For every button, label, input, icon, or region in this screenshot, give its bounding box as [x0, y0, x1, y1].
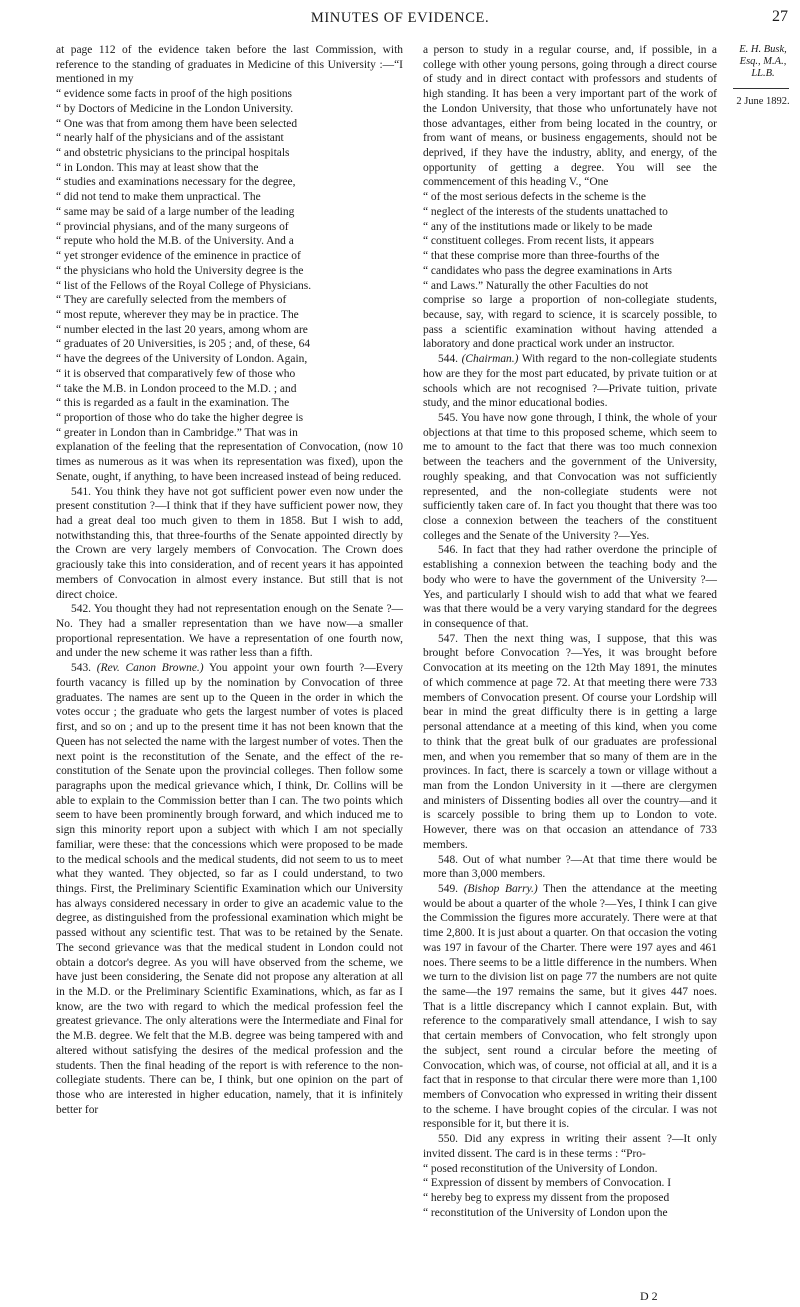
speaker: (Bishop Barry.): [463, 882, 538, 895]
quote-line: “ greater in London than in Cambridge.” That was in: [56, 426, 298, 439]
quote-line: “ hereby beg to express my dissent from the proposed: [423, 1192, 670, 1205]
quote-line: “ They are carefully selected from the members of: [56, 294, 287, 307]
quote-line: “ take the M.B. in London proceed to the M.D. ; and: [56, 382, 297, 395]
paragraph-541: 541. You think they have not got sufficient power even now under the present constitution ?—I think that if they have sufficient power now, they had a great deal too much given to them in 1858. But I wish to add, notwithstanding this, that three-fourths of the Senate appointed directly by the Crown are very largely members of Convocation. The Crown does graciously take this into consideration, and of recent years it has appointed members of Convocation in almost every instance. But still that is not direct choice.: [56, 485, 403, 601]
quote-line: “ this is regarded as a fault in the examination. The: [56, 397, 290, 410]
quote-line: “ candidates who pass the degree examinations in Arts: [423, 264, 673, 277]
quote-line: “ One was that from among them have been selected: [56, 117, 298, 130]
quote-line: “ and obstetric physicians to the principal hospitals: [56, 147, 290, 160]
quote-line: “ that these comprise more than three-fourths of the: [423, 250, 660, 263]
quote-line: “ the physicians who hold the University degree is the: [56, 264, 304, 277]
paragraph-544: [423, 352, 717, 411]
quote-line: “ neglect of the interests of the students unattached to: [423, 205, 668, 218]
quote-line: “ most repute, wherever they may be in practice. The: [56, 308, 299, 321]
right-column: [423, 43, 717, 1221]
block-quote: [56, 87, 403, 440]
quote-line: “ proportion of those who do take the higher degree is: [56, 411, 304, 424]
quote-line: “ have the degrees of the University of London. Again,: [56, 353, 308, 366]
quote-line: “ Expression of dissent by members of Convocation. I: [423, 1177, 672, 1190]
question-number: 544.: [438, 353, 459, 366]
quote-line: “ reconstitution of the University of London upon the: [423, 1206, 668, 1219]
paragraph-549: [423, 882, 717, 1132]
quote-line: “ constituent colleges. From recent lists, it appears: [423, 235, 654, 248]
paragraph-543: [56, 661, 403, 1117]
quote-line: “ in London. This may at least show that the: [56, 161, 259, 174]
question-text: With regard to the non-collegiate students how are they for the most part educated, by private tuition or at schools which are not recognised ?—Private tuition, private study, and the minor educational bodies.: [423, 353, 718, 410]
question-number: 549.: [438, 882, 459, 895]
quote-line: “ repute who hold the M.B. of the University. And a: [56, 235, 294, 248]
paragraph-547: 547. Then the next thing was, I suppose, that this was brought before Convocation ?—Yes, it was brought before Convocation at its meeting on the 12th May 1891, the minutes of which commence at page 72. At that meeting there were 733 members of Convocation present. Of course your Lordship will bear in mind the great difficulty there is in getting a large personal attendance at a meeting of this kind, when you come to think that the great bulk of our graduates are professional men, and when you remember that so many of them are in the provinces. In fact, there is scarcely a town or village without a man from the London University in it —there are clergymen and ministers of Dissenting bodies all over the country—and it is scarcely possible to bring them up to London to vote. However, there was on that occasion an attendance of 733 members.: [423, 632, 717, 851]
quote-line: “ any of the institutions made or likely to be made: [423, 220, 653, 233]
quote-line: “ it is observed that comparatively few of those who: [56, 367, 296, 380]
paragraph-550: 550. Did any express in writing their assent ?—It only invited dissent. The card is in these terms : “Pro-: [423, 1133, 717, 1160]
paragraph-548: 548. Out of what number ?—At that time there would be more than 3,000 members.: [423, 853, 717, 881]
page-number: 27: [772, 8, 788, 25]
quote-line: “ nearly half of the physicians and of the assistant: [56, 132, 284, 145]
quote-line: “ did not tend to make them unpractical. The: [56, 191, 261, 204]
margin-rule: [733, 88, 789, 89]
quote-line: “ same may be said of a large number of the leading: [56, 205, 295, 218]
quote-line: “ of the most serious defects in the scheme is the: [423, 191, 646, 204]
left-column: [56, 43, 403, 1117]
quote-line: “ by Doctors of Medicine in the London University.: [56, 102, 294, 115]
paragraph: at page 112 of the evidence taken before the last Commission, with reference to the standing of graduates in Medicine of this University :—“I mentioned in my: [56, 44, 403, 86]
running-title: MINUTES OF EVIDENCE.: [310, 10, 490, 26]
quote-line: “ studies and examinations necessary for the degree,: [56, 176, 296, 189]
speaker: (Chairman.): [461, 353, 519, 366]
quote-line: “ posed reconstitution of the University of London.: [423, 1162, 658, 1175]
block-quote: [423, 1162, 717, 1221]
paragraph-542: 542. You thought they had not representation enough on the Senate ?—No. They had a smaller representation than we have now—a smaller proportional representation. We have a representation of one fourth now, and under the new scheme it was rather less than a fifth.: [56, 603, 403, 660]
page-header: [0, 8, 800, 32]
question-text: You appoint your own fourth ?—Every fourth vacancy is filled up by the nomination by Convocation of three graduates. The names are sent up to the Queen in the order in which the votes occur ; the graduate who gets the largest number of votes is placed first, and so on ; and up to the present time it has not been known that the Queen has not selected the name with the largest number of votes. Then the next point is the reconstitution of the Senate, and the effect of the re-constitution of the Senate upon the provincial colleges. Then follow some paragraphs upon the medical grievance which, I think, Dr. Collins will be able to explain to the Commission better than I can. The two points which seem to have been prominently brough forward, and which induced me to sign this minority report upon a subject with which I am not specially familiar, were these: that the concessions which were proposed to be made to the medical schools and the medical students, did not seem to us to meet what they wanted. They objected, so far as I could understand, to two things. First, the Preliminary Scientific Examination which our University has always considered necessary in order to give an academic value to the degree, as distinguished from the professional examination which might be passed without any scientific test. That was to be retained by the Senate. The second grievance was that the medical student in London could not obtain a dotcor's degree. As you will have observed from the scheme, we have just been considering, the Senate did not propose any alteration at all in the M.D. or the Preliminary Scientific Examinations, which, as far as I know, are the two with regard to which the medical profession feel the greatest grievance. The only alterations were the Intermediate and Final for the M.B. degree. We felt that the M.B. degree was being tampered with and altered without satisfying the desires of the medical profession and the students. Then the final heading of the report is with reference to the non-collegiate students. There can be, I think, but one opinion on the part of those who are interested in higher education, namely, that it is infinitely better for: [56, 662, 404, 1116]
paragraph: a person to study in a regular course, and, if possible, in a college with other young persons, going through a direct course of study and in direct contact with professors and students of high standing. It has been a very important part of the work of the London University, that those who unfortunately have not those advantages, either from being located in the country, or from want of means, or business engagements, should not be deprived, if they have the industry, ablity, and energy, of the opportunity of getting a degree. You will see the commencement of this heading V., “One: [423, 44, 717, 189]
date-margin-note: 2 June 1892.: [736, 96, 790, 107]
paragraph-546: 546. In fact that they had rather overdone the principle of establishing a connexion between the teaching body and the body who were to have the government of the University ?—Yes, and particularly I should wish to add that what we feared was that there would be a very varying standard for the degrees in consequence of that.: [423, 544, 717, 631]
paragraph: explanation of the feeling that the representation of Convocation, (now 10 times as numerous as it was when its representation was fixed), upon the Senate, ought, if anything, to have been increased instead of being reduced.: [56, 441, 403, 483]
question-text: Then the attendance at the meeting would be about a quarter of the whole ?—Yes, I think I can give the Commission the figures more accurately. There were at that time 2,800. It is just about a quarter. On that occasion the voting was 197 in favour of the Charter. There were 197 ayes and 461 noes. There seems to be a little difference in the numbers. When we turn to the division list on page 77 the numbers are not quite the same—the 197 remains the same, but it gives 447 noes. That is a little discrepancy which I cannot explain. But, with reference to the comparatively small attendance, I wish to say that certain members of Convocation, who felt strongly upon the subject, sent round a circular before the meeting of Convocation, which was, of course, not official at all, and it is a fact that in response to that circular there were more than 1,100 members of Convocation who expressed in writing their dissent to the scheme. I have brought copies of the circular. I was not responsible for it, but there it is.: [423, 882, 718, 1131]
quote-line: “ graduates of 20 Universities, is 205 ; and, of these, 64: [56, 338, 311, 351]
quote-line: “ number elected in the last 20 years, among whom are: [56, 323, 308, 336]
question-number: 543.: [71, 662, 92, 675]
witness-margin-note: E. H. Busk, Esq., M.A., LL.B.: [739, 44, 787, 79]
quote-line: “ provincial physians, and of the many surgeons of: [56, 220, 289, 233]
block-quote: [423, 190, 717, 293]
quote-line: “ list of the Fellows of the Royal College of Physicians.: [56, 279, 312, 292]
quote-line: “ and Laws.” Naturally the other Faculties do not: [423, 279, 649, 292]
quote-line: “ evidence some facts in proof of the high positions: [56, 88, 292, 101]
speaker: (Rev. Canon Browne.): [96, 662, 204, 675]
quote-line: “ yet stronger evidence of the eminence in practice of: [56, 250, 301, 263]
paragraph-545: 545. You have now gone through, I think, the whole of your objections at that time to this proposed scheme, which seem to me to amount to the fact that there was too much connexion between the teachers and the government of the University, roughly speaking, and that Convocation was not sufficiently represented, and the non-collegiate students were not sufficiently taken care of. In fact you thought that there was too close a connexion between the teachers of the constituent colleges and the Senate of the University ?—Yes.: [423, 411, 717, 542]
signature-mark: D 2: [640, 1289, 658, 1303]
paragraph: comprise so large a proportion of non-collegiate students, because, say, with regard to science, it is scarcely possible, to pass a scientific examination without having attended a laboratory and done practical work under an instructor.: [423, 294, 717, 351]
